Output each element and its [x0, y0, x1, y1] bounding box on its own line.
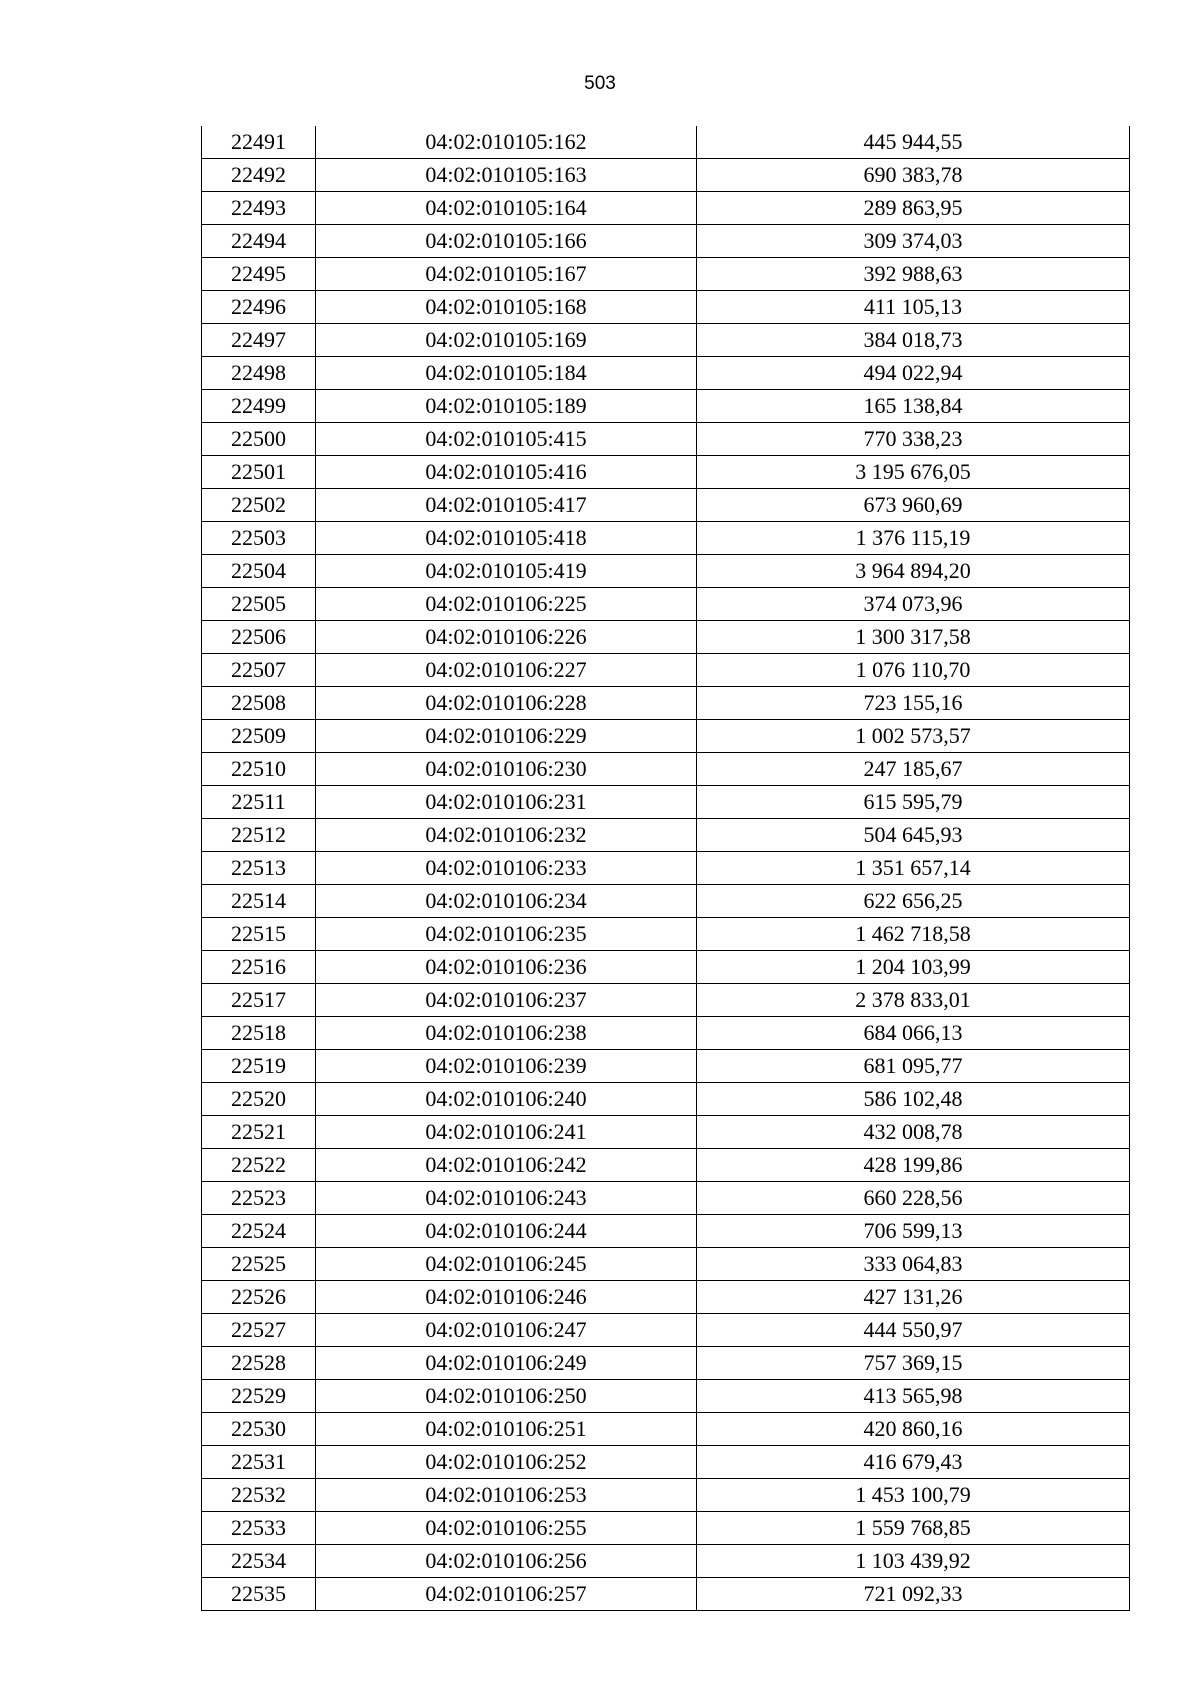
cadastral-value-cell: 411 105,13 — [697, 291, 1130, 324]
cadastral-number-cell: 04:02:010106:247 — [316, 1314, 697, 1347]
cadastral-value-cell: 3 195 676,05 — [697, 456, 1130, 489]
table-row — [202, 1578, 1130, 1611]
cadastral-value-cell: 289 863,95 — [697, 192, 1130, 225]
cadastral-number-cell: 04:02:010106:257 — [316, 1578, 697, 1611]
cadastral-number-cell: 04:02:010106:250 — [316, 1380, 697, 1413]
cadastral-value-cell: 3 964 894,20 — [697, 555, 1130, 588]
cadastral-value-cell: 427 131,26 — [697, 1281, 1130, 1314]
table-row — [202, 555, 1130, 588]
row-number-cell: 22518 — [202, 1017, 316, 1050]
table-row — [202, 1050, 1130, 1083]
row-number-cell: 22519 — [202, 1050, 316, 1083]
cadastral-value-cell: 1 204 103,99 — [697, 951, 1130, 984]
cadastral-number-cell: 04:02:010106:225 — [316, 588, 697, 621]
cadastral-number-cell: 04:02:010106:241 — [316, 1116, 697, 1149]
table-row — [202, 423, 1130, 456]
cadastral-value-cell: 586 102,48 — [697, 1083, 1130, 1116]
table-row — [202, 192, 1130, 225]
cadastral-number-cell: 04:02:010106:236 — [316, 951, 697, 984]
table-row — [202, 1413, 1130, 1446]
cadastral-value-cell: 1 300 317,58 — [697, 621, 1130, 654]
cadastral-number-cell: 04:02:010106:239 — [316, 1050, 697, 1083]
row-number-cell: 22499 — [202, 390, 316, 423]
cadastral-number-cell: 04:02:010106:231 — [316, 786, 697, 819]
cadastral-value-cell: 494 022,94 — [697, 357, 1130, 390]
table-row — [202, 753, 1130, 786]
table-row — [202, 1347, 1130, 1380]
cadastral-number-cell: 04:02:010105:166 — [316, 225, 697, 258]
row-number-cell: 22514 — [202, 885, 316, 918]
cadastral-number-cell: 04:02:010106:228 — [316, 687, 697, 720]
cadastral-value-cell: 392 988,63 — [697, 258, 1130, 291]
cadastral-number-cell: 04:02:010106:238 — [316, 1017, 697, 1050]
table-row — [202, 1248, 1130, 1281]
row-number-cell: 22522 — [202, 1149, 316, 1182]
row-number-cell: 22523 — [202, 1182, 316, 1215]
table-row — [202, 126, 1130, 159]
cadastral-number-cell: 04:02:010106:253 — [316, 1479, 697, 1512]
cadastral-value-cell: 1 462 718,58 — [697, 918, 1130, 951]
cadastral-number-cell: 04:02:010105:167 — [316, 258, 697, 291]
table-row — [202, 225, 1130, 258]
row-number-cell: 22506 — [202, 621, 316, 654]
cadastral-number-cell: 04:02:010106:246 — [316, 1281, 697, 1314]
cadastral-number-cell: 04:02:010106:227 — [316, 654, 697, 687]
cadastral-number-cell: 04:02:010106:234 — [316, 885, 697, 918]
row-number-cell: 22510 — [202, 753, 316, 786]
cadastral-value-cell: 673 960,69 — [697, 489, 1130, 522]
row-number-cell: 22496 — [202, 291, 316, 324]
cadastral-number-cell: 04:02:010105:418 — [316, 522, 697, 555]
cadastral-number-cell: 04:02:010105:164 — [316, 192, 697, 225]
row-number-cell: 22491 — [202, 126, 316, 159]
row-number-cell: 22520 — [202, 1083, 316, 1116]
cadastral-number-cell: 04:02:010105:163 — [316, 159, 697, 192]
table-row — [202, 159, 1130, 192]
row-number-cell: 22524 — [202, 1215, 316, 1248]
row-number-cell: 22515 — [202, 918, 316, 951]
cadastral-value-cell: 444 550,97 — [697, 1314, 1130, 1347]
row-number-cell: 22492 — [202, 159, 316, 192]
cadastral-number-cell: 04:02:010105:168 — [316, 291, 697, 324]
cadastral-value-cell: 1 103 439,92 — [697, 1545, 1130, 1578]
row-number-cell: 22500 — [202, 423, 316, 456]
row-number-cell: 22525 — [202, 1248, 316, 1281]
table-row — [202, 1314, 1130, 1347]
table-row — [202, 852, 1130, 885]
row-number-cell: 22513 — [202, 852, 316, 885]
cadastral-value-cell: 432 008,78 — [697, 1116, 1130, 1149]
table-row — [202, 357, 1130, 390]
row-number-cell: 22516 — [202, 951, 316, 984]
cadastral-number-cell: 04:02:010106:226 — [316, 621, 697, 654]
table-row — [202, 258, 1130, 291]
row-number-cell: 22528 — [202, 1347, 316, 1380]
row-number-cell: 22505 — [202, 588, 316, 621]
cadastral-number-cell: 04:02:010105:169 — [316, 324, 697, 357]
row-number-cell: 22521 — [202, 1116, 316, 1149]
table-row — [202, 951, 1130, 984]
row-number-cell: 22509 — [202, 720, 316, 753]
row-number-cell: 22495 — [202, 258, 316, 291]
row-number-cell: 22512 — [202, 819, 316, 852]
row-number-cell: 22533 — [202, 1512, 316, 1545]
cadastral-value-cell: 723 155,16 — [697, 687, 1130, 720]
cadastral-value-cell: 681 095,77 — [697, 1050, 1130, 1083]
table-row — [202, 1182, 1130, 1215]
table-row — [202, 1017, 1130, 1050]
table-row — [202, 390, 1130, 423]
table-row — [202, 1479, 1130, 1512]
cadastral-value-cell: 1 076 110,70 — [697, 654, 1130, 687]
cadastral-number-cell: 04:02:010106:232 — [316, 819, 697, 852]
cadastral-number-cell: 04:02:010106:256 — [316, 1545, 697, 1578]
table-row — [202, 654, 1130, 687]
table-row — [202, 1281, 1130, 1314]
cadastral-number-cell: 04:02:010106:235 — [316, 918, 697, 951]
cadastral-value-cell: 706 599,13 — [697, 1215, 1130, 1248]
table-row — [202, 885, 1130, 918]
cadastral-number-cell: 04:02:010106:252 — [316, 1446, 697, 1479]
table-row — [202, 291, 1130, 324]
table-row — [202, 720, 1130, 753]
cadastral-value-cell: 721 092,33 — [697, 1578, 1130, 1611]
cadastral-number-cell: 04:02:010105:419 — [316, 555, 697, 588]
cadastral-number-cell: 04:02:010106:240 — [316, 1083, 697, 1116]
cadastral-number-cell: 04:02:010105:417 — [316, 489, 697, 522]
cadastral-number-cell: 04:02:010105:184 — [316, 357, 697, 390]
row-number-cell: 22530 — [202, 1413, 316, 1446]
cadastral-value-cell: 684 066,13 — [697, 1017, 1130, 1050]
table-row — [202, 324, 1130, 357]
cadastral-value-cell: 333 064,83 — [697, 1248, 1130, 1281]
cadastral-number-cell: 04:02:010106:249 — [316, 1347, 697, 1380]
row-number-cell: 22534 — [202, 1545, 316, 1578]
table-row — [202, 489, 1130, 522]
cadastral-number-cell: 04:02:010105:415 — [316, 423, 697, 456]
cadastral-value-cell: 413 565,98 — [697, 1380, 1130, 1413]
row-number-cell: 22529 — [202, 1380, 316, 1413]
row-number-cell: 22507 — [202, 654, 316, 687]
row-number-cell: 22508 — [202, 687, 316, 720]
cadastral-value-cell: 2 378 833,01 — [697, 984, 1130, 1017]
cadastral-number-cell: 04:02:010105:416 — [316, 456, 697, 489]
cadastral-value-cell: 1 002 573,57 — [697, 720, 1130, 753]
cadastral-number-cell: 04:02:010106:245 — [316, 1248, 697, 1281]
table-row — [202, 456, 1130, 489]
cadastral-value-cell: 1 351 657,14 — [697, 852, 1130, 885]
cadastral-value-cell: 445 944,55 — [697, 126, 1130, 159]
cadastral-value-table — [201, 126, 1130, 1611]
row-number-cell: 22494 — [202, 225, 316, 258]
page-number: 503 — [584, 73, 616, 94]
table-row — [202, 918, 1130, 951]
row-number-cell: 22527 — [202, 1314, 316, 1347]
cadastral-value-cell: 374 073,96 — [697, 588, 1130, 621]
table-row — [202, 1380, 1130, 1413]
row-number-cell: 22493 — [202, 192, 316, 225]
row-number-cell: 22503 — [202, 522, 316, 555]
cadastral-value-cell: 660 228,56 — [697, 1182, 1130, 1215]
row-number-cell: 22497 — [202, 324, 316, 357]
cadastral-value-cell: 757 369,15 — [697, 1347, 1130, 1380]
table-row — [202, 1215, 1130, 1248]
row-number-cell: 22502 — [202, 489, 316, 522]
table-row — [202, 819, 1130, 852]
table-row — [202, 1512, 1130, 1545]
cadastral-value-cell: 384 018,73 — [697, 324, 1130, 357]
cadastral-value-cell: 622 656,25 — [697, 885, 1130, 918]
cadastral-number-cell: 04:02:010106:244 — [316, 1215, 697, 1248]
cadastral-value-cell: 165 138,84 — [697, 390, 1130, 423]
row-number-cell: 22498 — [202, 357, 316, 390]
cadastral-value-cell: 770 338,23 — [697, 423, 1130, 456]
table-row — [202, 687, 1130, 720]
cadastral-value-cell: 690 383,78 — [697, 159, 1130, 192]
cadastral-value-cell: 1 453 100,79 — [697, 1479, 1130, 1512]
cadastral-number-cell: 04:02:010106:229 — [316, 720, 697, 753]
row-number-cell: 22532 — [202, 1479, 316, 1512]
cadastral-value-cell: 247 185,67 — [697, 753, 1130, 786]
table-row — [202, 588, 1130, 621]
table-row — [202, 1446, 1130, 1479]
table-row — [202, 1545, 1130, 1578]
cadastral-value-cell: 309 374,03 — [697, 225, 1130, 258]
table-row — [202, 786, 1130, 819]
cadastral-value-cell: 504 645,93 — [697, 819, 1130, 852]
row-number-cell: 22535 — [202, 1578, 316, 1611]
row-number-cell: 22511 — [202, 786, 316, 819]
table-row — [202, 1083, 1130, 1116]
row-number-cell: 22517 — [202, 984, 316, 1017]
cadastral-number-cell: 04:02:010106:233 — [316, 852, 697, 885]
cadastral-value-cell: 420 860,16 — [697, 1413, 1130, 1446]
table-row — [202, 621, 1130, 654]
cadastral-number-cell: 04:02:010106:251 — [316, 1413, 697, 1446]
row-number-cell: 22531 — [202, 1446, 316, 1479]
table-row — [202, 522, 1130, 555]
cadastral-number-cell: 04:02:010106:243 — [316, 1182, 697, 1215]
cadastral-value-cell: 416 679,43 — [697, 1446, 1130, 1479]
cadastral-value-cell: 1 559 768,85 — [697, 1512, 1130, 1545]
table-row — [202, 1116, 1130, 1149]
table-body — [202, 126, 1130, 1611]
row-number-cell: 22501 — [202, 456, 316, 489]
cadastral-value-cell: 428 199,86 — [697, 1149, 1130, 1182]
cadastral-value-cell: 615 595,79 — [697, 786, 1130, 819]
cadastral-number-cell: 04:02:010106:230 — [316, 753, 697, 786]
cadastral-number-cell: 04:02:010106:237 — [316, 984, 697, 1017]
table-row — [202, 984, 1130, 1017]
row-number-cell: 22526 — [202, 1281, 316, 1314]
table-row — [202, 1149, 1130, 1182]
cadastral-number-cell: 04:02:010106:255 — [316, 1512, 697, 1545]
cadastral-number-cell: 04:02:010106:242 — [316, 1149, 697, 1182]
cadastral-value-cell: 1 376 115,19 — [697, 522, 1130, 555]
row-number-cell: 22504 — [202, 555, 316, 588]
cadastral-number-cell: 04:02:010105:162 — [316, 126, 697, 159]
cadastral-number-cell: 04:02:010105:189 — [316, 390, 697, 423]
